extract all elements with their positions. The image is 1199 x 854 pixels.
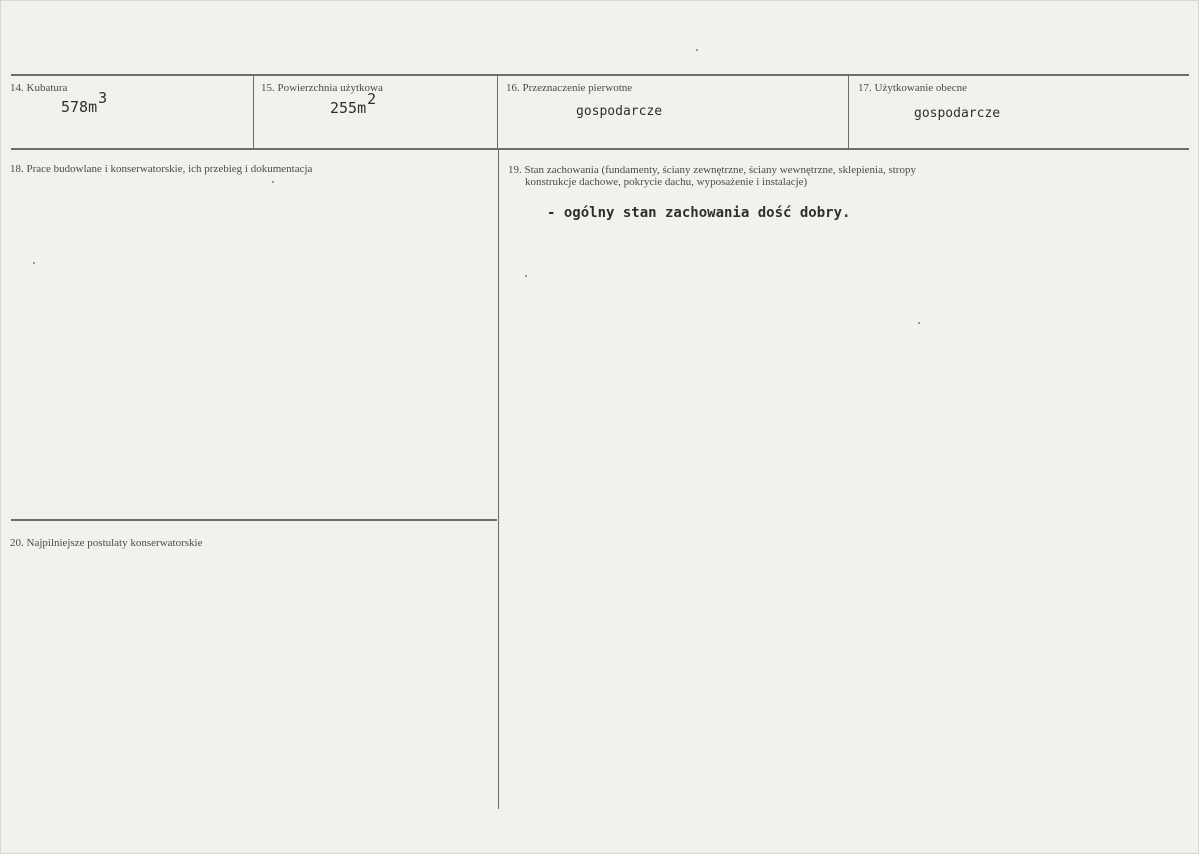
- field-19-label-line1: 19. Stan zachowania (fundamenty, ściany zewnętrzne, ściany wewnętrzne, sklepienia, stropy: [508, 164, 916, 176]
- field-18-label: 18. Prace budowlane i konserwatorskie, ich przebieg i dokumentacja: [10, 163, 313, 175]
- divider-main: [498, 150, 499, 809]
- field-20-label: 20. Najpilniejsze postulaty konserwatorskie: [10, 537, 203, 549]
- paper-speck: [33, 262, 35, 264]
- section-rule-18-20: [11, 519, 497, 521]
- paper-speck: [272, 181, 274, 183]
- field-15-value: [330, 90, 377, 117]
- field-16-label: 16. Przeznaczenie pierwotne: [506, 82, 633, 94]
- divider-15-16: [497, 76, 498, 148]
- field-14-number: 578m: [61, 98, 98, 116]
- field-16-value: gospodarcze: [576, 104, 663, 119]
- field-15-label: 15. Powierzchnia użytkowa: [261, 82, 383, 94]
- field-17-value: gospodarcze: [914, 106, 1001, 121]
- field-19-label-line2: konstrukcje dachowe, pokrycie dachu, wyposażenie i instalacje): [525, 176, 808, 188]
- paper-speck: [525, 275, 527, 277]
- field-14-exponent: 3: [98, 89, 108, 107]
- divider-14-15: [253, 76, 254, 148]
- field-14-label: 14. Kubatura: [10, 82, 68, 94]
- paper-speck: [696, 49, 698, 51]
- field-15-number: 255m: [330, 99, 367, 117]
- top-rule: [11, 74, 1189, 76]
- paper-speck: [918, 322, 920, 324]
- field-14-value: [61, 89, 108, 116]
- field-19-value: - ogólny stan zachowania dość dobry.: [547, 205, 851, 221]
- row-rule: [11, 148, 1189, 150]
- field-15-exponent: 2: [367, 90, 377, 108]
- divider-16-17: [848, 76, 849, 148]
- field-17-label: 17. Użytkowanie obecne: [858, 82, 968, 94]
